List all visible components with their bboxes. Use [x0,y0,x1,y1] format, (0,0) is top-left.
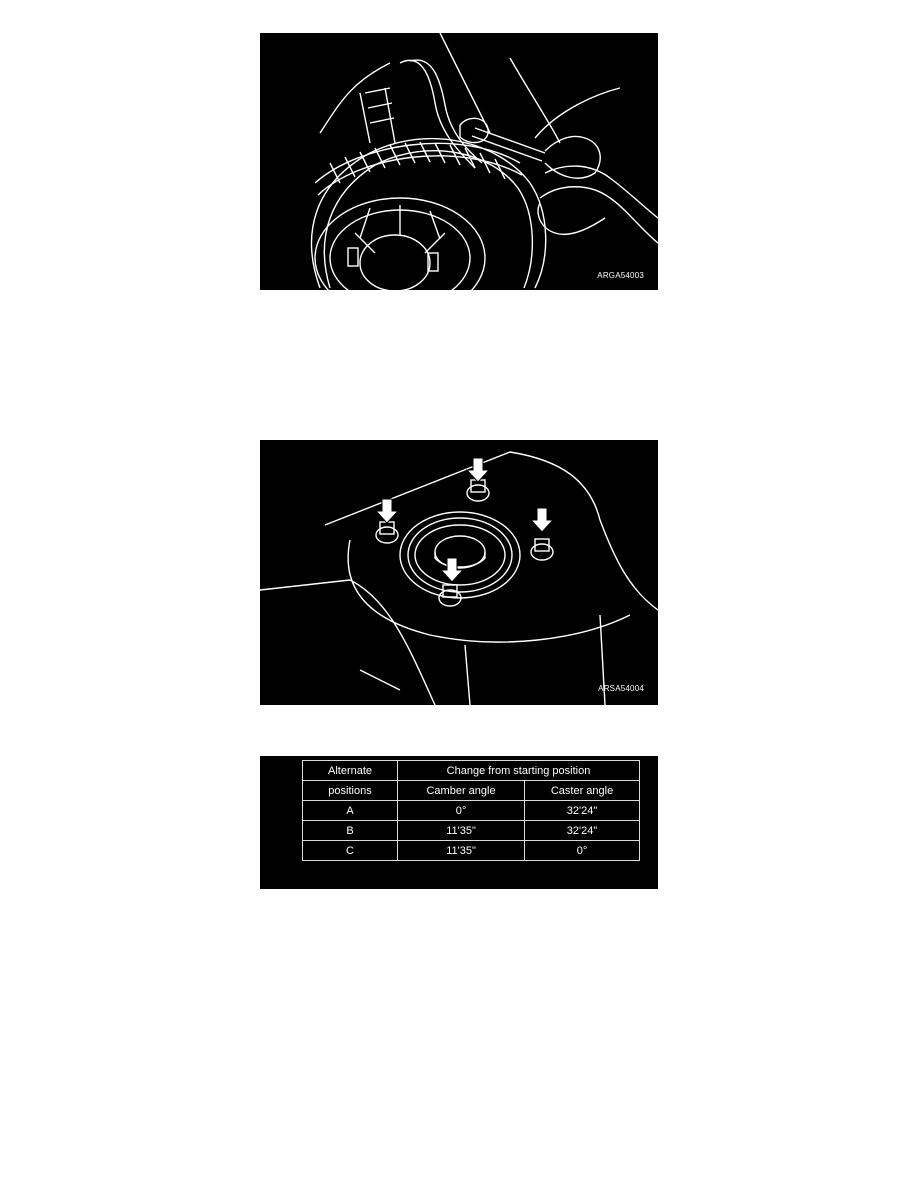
header-caster: Caster angle [525,781,640,801]
stud-right [531,539,553,560]
cell-caster: 32'24" [525,801,640,821]
cell-camber: 0° [398,801,525,821]
alignment-table [302,760,640,861]
figure-code: ARGA54003 [597,271,644,280]
stud-top [467,480,489,501]
strut-mount-illustration [260,440,658,705]
header-alternate: Alternate [303,761,398,781]
header-change-group: Change from starting position [398,761,640,781]
cell-caster: 32'24" [525,821,640,841]
table-row [303,801,640,821]
figure-code: ARSA54004 [598,684,644,693]
figure-alignment-table [260,756,658,889]
header-positions: positions [303,781,398,801]
cell-camber: 11'35" [398,841,525,861]
table-row [303,841,640,861]
header-camber: Camber angle [398,781,525,801]
wheel-wrench-illustration [260,33,658,290]
arrow-icon [441,558,463,582]
figure-strut-mount [260,440,658,705]
cell-position: C [303,841,398,861]
cell-camber: 11'35" [398,821,525,841]
arrow-icon [376,499,398,523]
cell-position: B [303,821,398,841]
cell-position: A [303,801,398,821]
figure-wheel-wrench [260,33,658,290]
cell-caster: 0° [525,841,640,861]
arrow-icon [531,508,553,532]
table-row [303,821,640,841]
stud-left [376,522,398,543]
